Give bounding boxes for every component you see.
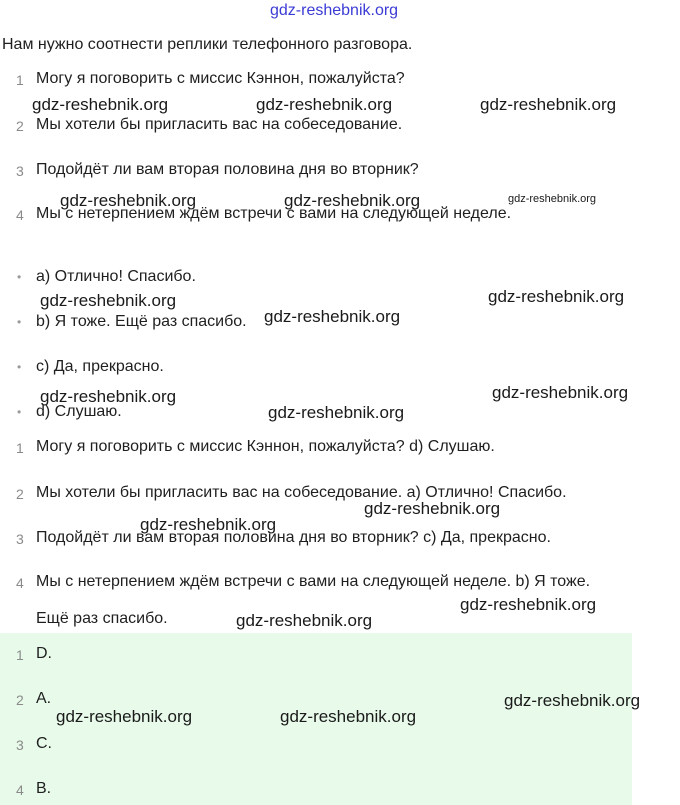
watermark: gdz-reshebnik.org bbox=[268, 403, 405, 422]
option-text: b) Я тоже. Ещё раз спасибо. bbox=[36, 313, 247, 330]
bullet: • bbox=[17, 270, 22, 284]
option-text: c) Да, прекрасно. bbox=[36, 358, 164, 375]
watermark: gdz-reshebnik.org bbox=[504, 691, 641, 710]
option-text: d) Слушаю. bbox=[36, 403, 122, 420]
watermark: gdz-reshebnik.org bbox=[40, 387, 177, 406]
watermark: gdz-reshebnik.org bbox=[60, 191, 197, 210]
intro-text: Нам нужно соотнести реплики телефонного разговора. bbox=[2, 36, 413, 53]
answer-text: C. bbox=[36, 735, 52, 752]
watermark: gdz-reshebnik.org bbox=[236, 611, 373, 630]
watermark: gdz-reshebnik.org bbox=[488, 287, 625, 306]
answer-number: 1 bbox=[16, 647, 24, 663]
watermark: gdz-reshebnik.org bbox=[264, 307, 401, 326]
option-text: a) Отлично! Спасибо. bbox=[36, 268, 196, 285]
answer-text: D. bbox=[36, 645, 52, 662]
match-text: Мы с нетерпением ждём встречи с вами на следующей неделе. b) Я тоже. bbox=[36, 573, 591, 590]
match-text: Мы хотели бы пригласить вас на собеседование. a) Отлично! Спасибо. bbox=[36, 484, 567, 501]
bullet: • bbox=[17, 315, 22, 329]
watermark: gdz-reshebnik.org bbox=[140, 515, 277, 534]
question-text: Могу я поговорить с миссис Кэннон, пожалуйста? bbox=[36, 70, 405, 87]
header-link[interactable]: gdz-reshebnik.org bbox=[270, 2, 399, 19]
watermark: gdz-reshebnik.org bbox=[280, 707, 417, 726]
watermark: gdz-reshebnik.org bbox=[508, 193, 597, 205]
question-text: Подойдёт ли вам вторая половина дня во вторник? bbox=[36, 161, 419, 178]
watermark: gdz-reshebnik.org bbox=[32, 95, 169, 114]
watermark: gdz-reshebnik.org bbox=[40, 291, 177, 310]
question-number: 2 bbox=[16, 118, 24, 134]
bullet: • bbox=[17, 405, 22, 419]
answer-number: 2 bbox=[16, 692, 24, 708]
match-number: 2 bbox=[16, 486, 24, 502]
question-text: Мы с нетерпением ждём встречи с вами на следующей неделе. bbox=[36, 205, 512, 222]
watermark: gdz-reshebnik.org bbox=[364, 499, 501, 518]
question-text: Мы хотели бы пригласить вас на собеседование. bbox=[36, 116, 403, 133]
match-text-continued: Ещё раз спасибо. bbox=[36, 610, 168, 627]
watermark: gdz-reshebnik.org bbox=[480, 95, 617, 114]
match-number: 1 bbox=[16, 440, 24, 456]
question-number: 4 bbox=[16, 207, 24, 223]
answer-number: 4 bbox=[16, 782, 24, 798]
watermark: gdz-reshebnik.org bbox=[460, 595, 597, 614]
watermark: gdz-reshebnik.org bbox=[284, 191, 421, 210]
answer-text: A. bbox=[36, 690, 52, 707]
question-number: 1 bbox=[16, 72, 24, 88]
question-number: 3 bbox=[16, 163, 24, 179]
match-number: 4 bbox=[16, 575, 24, 591]
watermark: gdz-reshebnik.org bbox=[256, 95, 393, 114]
match-text: Подойдёт ли вам вторая половина дня во вторник? c) Да, прекрасно. bbox=[36, 529, 551, 546]
answer-number: 3 bbox=[16, 737, 24, 753]
watermark: gdz-reshebnik.org bbox=[492, 383, 629, 402]
match-text: Могу я поговорить с миссис Кэннон, пожалуйста? d) Слушаю. bbox=[36, 438, 495, 455]
answer-text: B. bbox=[36, 780, 52, 797]
watermark: gdz-reshebnik.org bbox=[56, 707, 193, 726]
match-number: 3 bbox=[16, 531, 24, 547]
bullet: • bbox=[17, 360, 22, 374]
